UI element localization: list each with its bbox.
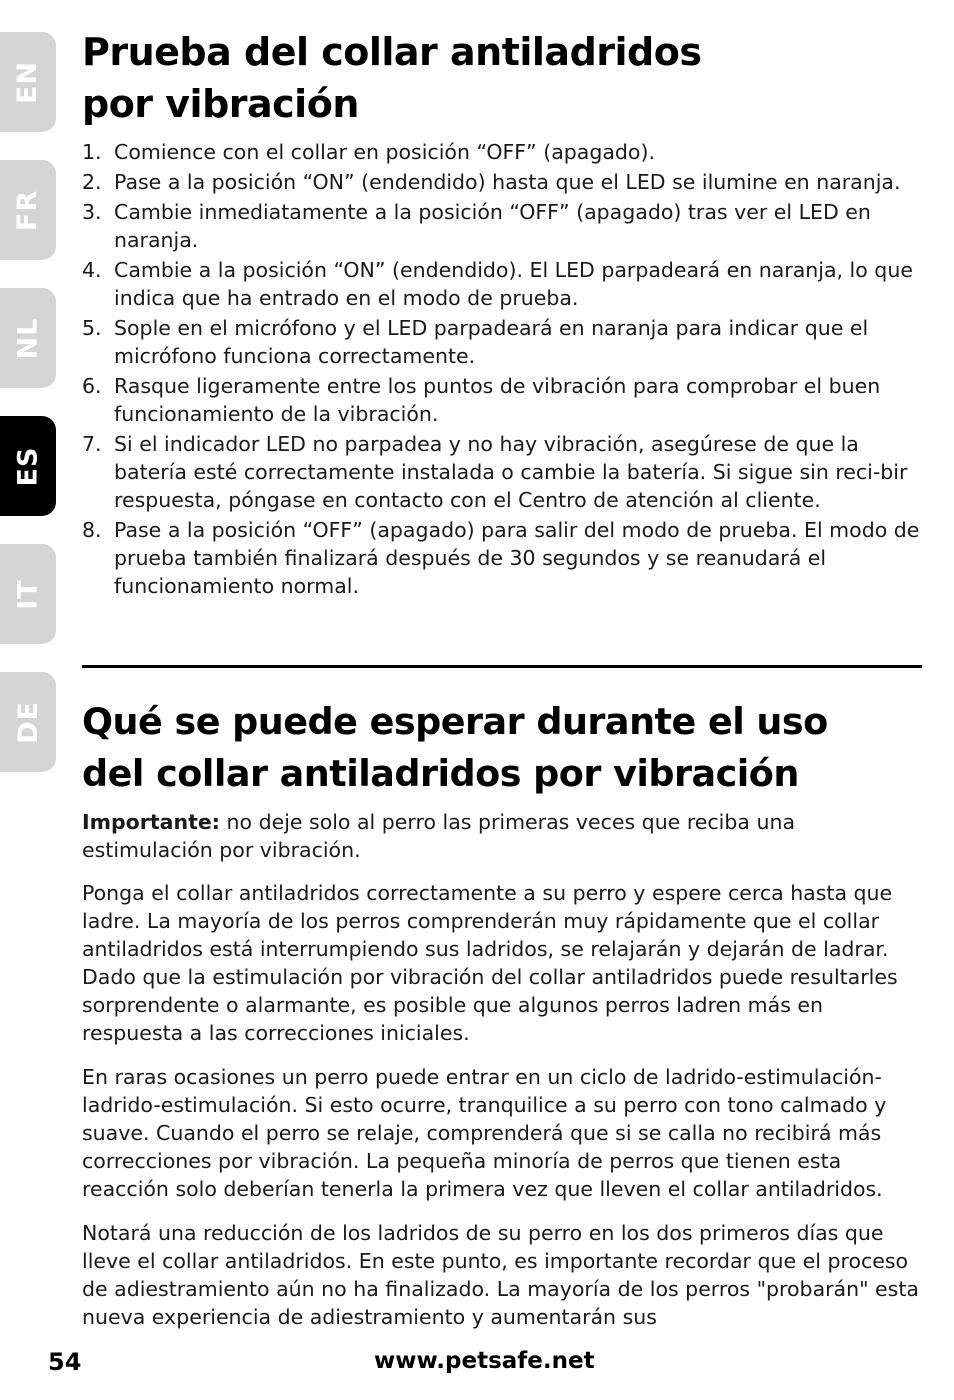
step-text: Pase a la posición “ON” (endendido) hasta que el LED se ilumine en naranja.	[114, 170, 901, 194]
tab-label: IT	[12, 578, 44, 610]
paragraph: En raras ocasiones un perro puede entrar en un ciclo de ladrido-estimulación-ladrido-estimulación. Si esto ocurre, tranquilice a su perro con tono calmado y suave. Cuando el perro se relaje, comprenderá que si se calla no recibirá más correcciones por vibración. La pequeña minoría de perros que tienen esta reacción solo deberían tenerla la primera vez que lleven el collar antiladridos.	[82, 1065, 887, 1201]
tab-label: NL	[12, 317, 44, 359]
tab-language-es[interactable]	[0, 416, 56, 516]
list-item	[82, 516, 922, 600]
page-footer	[0, 1348, 954, 1384]
step-number: 7.	[82, 432, 102, 456]
tab-language-en[interactable]	[0, 32, 56, 132]
list-item	[82, 314, 922, 370]
tab-label: FR	[12, 189, 44, 231]
title-line: del collar antiladridos por vibración	[82, 752, 799, 795]
tab-language-nl[interactable]	[0, 288, 56, 388]
test-steps-list	[82, 138, 922, 602]
language-tabs	[0, 0, 56, 1400]
tab-language-fr[interactable]	[0, 160, 56, 260]
step-text: Cambie inmediatamente a la posición “OFF” (apagado) tras ver el LED en naranja.	[114, 200, 871, 252]
paragraph: Notará una reducción de los ladridos de su perro en los dos primeros días que lleve el collar antiladridos. En este punto, es importante recordar que el proceso de adiestramiento aún no ha finalizado. La mayoría de los perros "probarán" esta nueva experiencia de adiestramiento y aumentarán sus	[82, 1221, 919, 1329]
list-item	[82, 256, 922, 312]
title-line: Prueba del collar antiladridos	[82, 30, 702, 74]
tab-label: DE	[12, 700, 44, 744]
title-line: por vibración	[82, 82, 359, 126]
tab-label: ES	[12, 446, 44, 486]
step-text: Si el indicador LED no parpadea y no hay vibración, asegúrese de que la batería esté correctamente instalada o cambie la batería. Si sigue sin reci-bir respuesta, póngase en contacto con el Centro de atención al cliente.	[114, 432, 908, 512]
step-number: 2.	[82, 170, 102, 194]
step-number: 6.	[82, 374, 102, 398]
paragraph: Ponga el collar antiladridos correctamente a su perro y espere cerca hasta que ladre. La mayoría de los perros comprenderán muy rápidamente que el collar antiladridos está interrumpiendo sus ladridos, se relajarán y dejarán de ladrar. Dado que la estimulación por vibración del collar antiladridos puede resultarles sorprendente o alarmante, es posible que algunos perros ladren más en respuesta a las correcciones iniciales.	[82, 881, 898, 1045]
step-text: Sople en el micrófono y el LED parpadeará en naranja para indicar que el micrófono funciona correctamente.	[114, 316, 869, 368]
list-item	[82, 430, 922, 514]
list-item	[82, 168, 922, 196]
step-text: Comience con el collar en posición “OFF” (apagado).	[114, 140, 655, 164]
important-label: Importante:	[82, 810, 220, 834]
step-text: Rasque ligeramente entre los puntos de vibración para comprobar el buen funcionamiento de la vibración.	[114, 374, 881, 426]
section-title-expectations	[82, 696, 922, 800]
list-item	[82, 138, 922, 166]
step-number: 4.	[82, 258, 102, 282]
important-text: no deje solo al perro las primeras veces que reciba una estimulación por vibración.	[82, 810, 796, 862]
section-divider	[82, 665, 922, 668]
tab-language-de[interactable]	[0, 672, 56, 772]
step-text: Pase a la posición “OFF” (apagado) para salir del modo de prueba. El modo de prueba también finalizará después de 30 segundos y se reanudará el funcionamiento normal.	[114, 518, 920, 598]
important-note	[82, 808, 922, 864]
step-number: 5.	[82, 316, 102, 340]
page-number: 54	[48, 1348, 82, 1376]
section-title-test	[82, 26, 922, 130]
step-text: Cambie a la posición “ON” (endendido). El LED parpadeará en naranja, lo que indica que ha entrado en el modo de prueba.	[114, 258, 913, 310]
step-number: 8.	[82, 518, 102, 542]
list-item	[82, 198, 922, 254]
tab-label: EN	[12, 60, 44, 104]
tab-language-it[interactable]	[0, 544, 56, 644]
step-number: 1.	[82, 140, 102, 164]
title-line: Qué se puede esperar durante el uso	[82, 700, 828, 743]
website-link[interactable]: www.petsafe.net	[374, 1348, 595, 1374]
step-number: 3.	[82, 200, 102, 224]
list-item	[82, 372, 922, 428]
